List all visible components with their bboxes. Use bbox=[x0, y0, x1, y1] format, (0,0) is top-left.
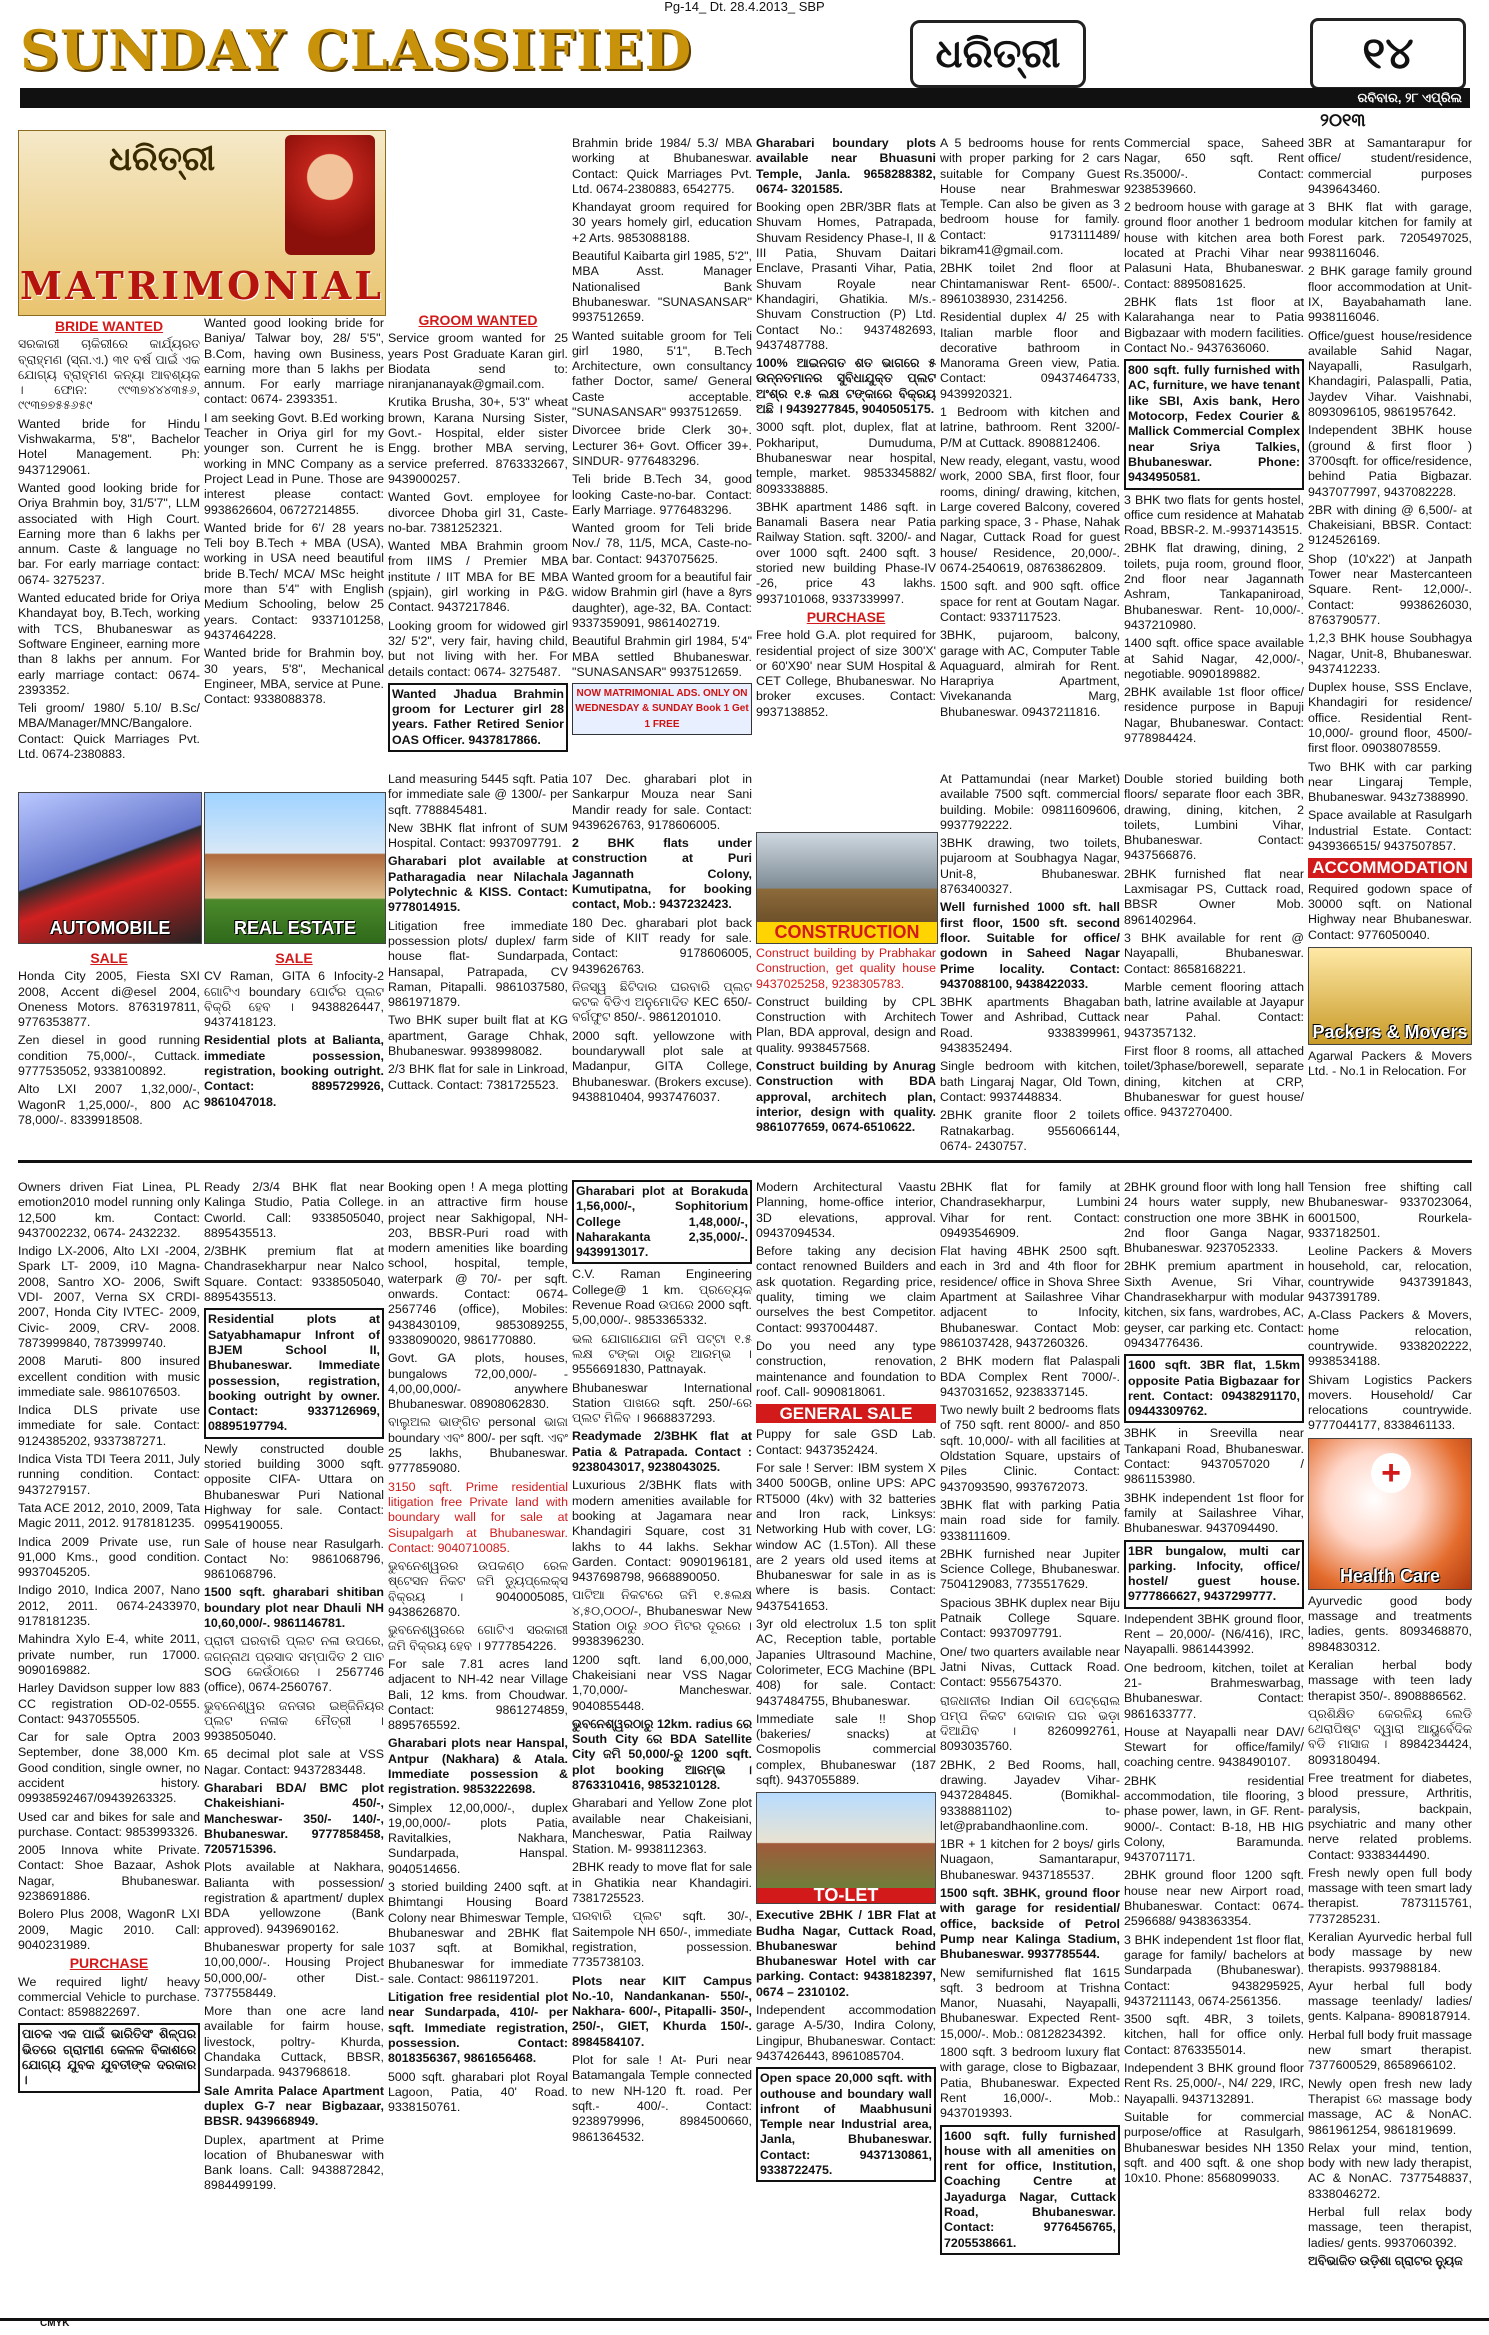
boxed-ad: Gharabari plots near Hanspal, Antpur (Nakhara) & Atala. Immediate possession & registration. 9853222698. bbox=[388, 1736, 568, 1797]
column-property-2 bbox=[204, 1180, 384, 2312]
boxed-ad: 1600 sqft. 3BR flat, 1.5km opposite Patia Bigbazaar for rent. Contact: 09438291170, 09443309762. bbox=[1124, 1354, 1304, 1423]
classified-ad: Suitable for commercial purpose/office at Rasulgarh, Bhubaneswar besides NH 1350 sqft. and 400 sqft. & one shop 10x10. Phone: 8568099033. bbox=[1124, 2109, 1304, 2186]
date-label: ରବିବାର, ୨୮ ଏପ୍ରିଲ bbox=[1349, 88, 1470, 108]
classified-ad: Construct building by Prabhakar Construction, get quality house 9437025258, 9238305783. bbox=[756, 946, 936, 991]
section-heading: SALE bbox=[275, 950, 313, 966]
column-rent-6 bbox=[940, 136, 1120, 766]
classified-ad: Teli groom/ 1980/ 5.10/ B.Sc/ MBA/Manager/MNC/Bangalore. Contact: Quick Marriages Pvt. Ltd. 0674-2380883. bbox=[18, 701, 200, 762]
classified-ad: 2BHK available 1st floor office/ residence purpose in Bapuji Nagar, Bhubaneswar. Contact: 9778984424. bbox=[1124, 685, 1304, 745]
classified-ad: ଅବିଭାଜିତ ଉଡ଼ିଶା ଗ୍ରାଟର ନ୍ୟୁଜ bbox=[1308, 2253, 1463, 2268]
classified-ad: I am seeking Govt. B.Ed working Teacher in Oriya girl for my younger son. Current he is working in MNC Company as a Project Lead in Pune. Those are interest please contact: 9938626604, 06727214855. bbox=[204, 410, 384, 517]
classified-ad: Two newly built 2 bedrooms flats of 750 sqft. rent 8000/- and 850 sqft. 10,000/- with all facilities at Oldstation Square, upstairs of Piles Clinic. Contact: 9437093590, 9937672073. bbox=[940, 1403, 1120, 1494]
classified-ad: ଭୁବନେଶ୍ୱରରେ ଗୋଟିଏ ସରକାରୀ ଜମି ବିକ୍ରୟ ହେବ । 9777854226. bbox=[388, 1623, 568, 1653]
section-heading: BRIDE WANTED bbox=[54, 318, 164, 334]
matrimonial-logo: ଧରିତ୍ରୀ bbox=[109, 139, 216, 179]
cmyk-marker: CMYK bbox=[40, 2318, 70, 2329]
classified-ad: Two BHK super built flat at KG apartment, Garage Chhak, Bhubaneswar. 9938998082. bbox=[388, 1013, 568, 1059]
masthead-bar bbox=[20, 88, 1470, 108]
page-divider bbox=[18, 1160, 1472, 1163]
classified-ad: Krutika Brusha, 30+, 5'3" wheat brown, Karana Nursing Sister, Govt.- Hospital, elder sister Engg. brother MBA serving, service preferred. 8763332667, 9439000257. bbox=[388, 395, 568, 486]
classified-ad: Wanted Govt. employee for divorcee Dhoba girl 31, Caste-no-bar. 7381252321. bbox=[388, 490, 568, 535]
classified-ad: Khandayat groom required for 30 years homely girl, education +2 Arts. 9853088188. bbox=[572, 200, 752, 245]
classified-ad: ଭୁବନେଶ୍ୱର ଜନତାର ଇଞ୍ଜିନିୟର ପ୍ଲଟ ନଳାକ ମୈତ୍ରୀ । 9938505040. bbox=[204, 1698, 384, 1744]
classified-ad: Independent 3BHK ground floor, Rent – 20,000/- (N6/416), IRC, Nayapalli. 9861443992. bbox=[1124, 1611, 1304, 1657]
classified-ad: 65 decimal plot sale at VSS Nagar. Contact: 9437283448. bbox=[204, 1747, 384, 1777]
column-bride-wanted bbox=[18, 316, 200, 776]
classified-ad: Wanted bride for 6'/ 28 years Teli boy B.Tech + MBA (USA), working in USA need beautiful bride B.Tech/ MCA/ MSc height more than 5'4" with English Medium Schooling, below 25 years. Contact: 9337101258, 9437464228. bbox=[204, 520, 384, 642]
classified-ad: 2BHK flat drawing, dining, 2 toilets, puja room, ground floor, 2nd floor near Jagannath Ashram, Tankapaniroad, Bhubaneswar. Rent- 10,000/-. 9437210980. bbox=[1124, 541, 1304, 632]
classified-ad: ପାଟିଆ ନିକଟରେ ଜମି ୧.୫ଲକ୍ଷ ୪,୫୦,୦୦୦/-, Bhubaneswar New Station ଠାରୁ ୬୦୦ ମିଟର ଦୂରରେ । 9938396230. bbox=[572, 1588, 752, 1649]
classified-ad: Gharabari and Yellow Zone plot available near Chakeisiani, Mancheswar, Patia Railway Station. M- 9938112363. bbox=[572, 1796, 752, 1857]
column-bride-wanted-2 bbox=[204, 316, 384, 776]
classified-ad: Spacious 3BHK duplex near Biju Patnaik College Square. Contact: 9937097791. bbox=[940, 1595, 1120, 1641]
column-accommodation-8 bbox=[1308, 136, 1472, 1141]
classified-ad: Honda City 2005, Fiesta SXI 2008, Accent di@esel 2004, Oneness Motors. 8763197811, 9776353877. bbox=[18, 969, 200, 1030]
classified-ad: 3BHK, pujaroom, balcony, garage with AC, Computer Table Aquaguard, almirah for Rent. Harapriya Apartment, Vivekananda Marg, Bhubaneswar. 09437211816. bbox=[940, 628, 1120, 719]
boxed-ad: Gharabari BDA/ BMC plot Chakeishiani- 450/-, Mancheswar- 350/- 140/-, Bhubaneswar. 9777858458, 7205715396. bbox=[204, 1780, 384, 1857]
classified-ad: 2BHK furnished near Jupiter Science College, Bhubaneswar. 7504129083, 7735517629. bbox=[940, 1546, 1120, 1592]
classified-ad: C.V. Raman Engineering College@ 1 km. ପ୍ରତ୍ୟେକ Revenue Road ଉପରେ 2000 sqft. 5,00,000/-. 9853365332. bbox=[572, 1267, 752, 1328]
boxed-ad: 2 BHK flats under construction at Puri Jagannath Colony, Kumutipatna, for booking contact, Mob.: 9437232423. bbox=[572, 836, 752, 912]
classified-ad: For sale 7.81 acres land adjacent to NH-42 near Village Bali, 12 kms. from Choudwar. Contact: 9861274859, 8895765592. bbox=[388, 1656, 568, 1733]
classified-ad: New 3BHK flat infront of SUM Hospital. Contact: 9937097791. bbox=[388, 820, 568, 851]
classified-ad: Wanted bride for Hindu Vishwakarma, 5'8", Bachelor Hotel Management. Ph: 9437129061. bbox=[18, 416, 200, 477]
boxed-ad: Sale Amrita Palace Apartment duplex G-7 near Bigbazaar, BBSR. 9439668949. bbox=[204, 2083, 384, 2129]
classified-ad: 3150 sqft. Prime residential litigation free Private land with boundary wall for sale at Sisupalgarh at Bhubaneswar. Contact: 9040710085. bbox=[388, 1479, 568, 1555]
classified-ad: 2BHK furnished flat near Laxmisagar PS, Cuttack road, BBSR Owner Mob. 8961402964. bbox=[1124, 866, 1304, 927]
classified-ad: Bolero Plus 2008, WagonR LXI 2009, Magic 2010. Call: 9040231989. bbox=[18, 1907, 200, 1952]
classified-ad: 3500 sqft. 4BR, 3 toilets, kitchen, hall for office only. Contact: 8763355014. bbox=[1124, 2012, 1304, 2057]
section-title: SUNDAY CLASSIFIED bbox=[20, 18, 693, 82]
classified-ad: 107 Dec. gharabari plot in Sankarpur Mouza near Sani Mandir ready for sale. Contact: 9439626763, 9178606005. bbox=[572, 772, 752, 832]
classified-ad: Looking groom for widowed girl 32/ 5'2", very fair, having child, but not living with her. For details contact: 0674- 3275487. bbox=[388, 618, 568, 679]
classified-ad: 1 Bedroom with kitchen and latrine, bathroom. Rent 3200/- P/M at Cuttack. 8908812406. bbox=[940, 405, 1120, 450]
classified-ad: ଭଲ ଯୋଗାଯୋଗ ଜମି ପଟ୍ଟା ୧.୫ ଲକ୍ଷ ଟଙ୍କା ଠାରୁ ଆରମ୍ଭ । 9556691830, Pattnayak. bbox=[572, 1331, 752, 1377]
classified-ad: 3000 sqft. plot, duplex, flat at Pokhariput, Dumuduma, Bhubaneswar near hospital, temple, market. 9853345882/ 8093338885. bbox=[756, 420, 936, 496]
classified-ad: Independent 3BHK house (ground & first floor ) 3700sqft. for office/residence, behind Patia Bigbazar. 9437077997, 9437082228. bbox=[1308, 423, 1472, 499]
classified-ad: 1500 sqft. and 900 sqft. office space for rent at Goutam Nagar. Contact: 9337117523. bbox=[940, 579, 1120, 624]
column-construction bbox=[756, 946, 936, 1142]
boxed-ad: Open space 20,000 sqft. with outhouse and boundary wall infront of Maabhusuni Temple near Industrial area, Janla, Bhubaneswar. Contact: 9437130861, 9338722475. bbox=[756, 2067, 936, 2182]
classified-ad: 1800 sqft. 3 bedroom luxury flat with garage, close to Bigbazaar, Patia, Bhubaneswar. Expected Rent 16,000/-. Mob.: 9437019393. bbox=[940, 2045, 1120, 2121]
classified-ad: ପ୍ରାଚୀ ଘରବାରି ପ୍ଲଟ ନଳା ଉପରେ, ଜଗନ୍ନାଥ ପ୍ରସାଦ ସମ୍ପାଦିତ 2 ପାଚ SOG କେଉଁଠାରେ । 2567746 (office), 0674-2560767. bbox=[204, 1634, 384, 1695]
image-label: CONSTRUCTION bbox=[757, 922, 937, 943]
classified-ad: 3 BHK independent 1st floor flat, garage for family/ bachelors at Sundarpada (Bhubaneswar). Contact: 9438295925, 9437211143, 0674-2561356. bbox=[1124, 1932, 1304, 2008]
classified-ad: Wanted good looking bride for Oriya Brahmin boy, 31/5'7", LLM associated with High Court. Earning more than 6 lakhs per annum. Caste & language no bar. For early marriage contact: 0674- 3275237. bbox=[18, 480, 200, 587]
boxed-ad: ପାଚକ ଏକ ପାଇଁ ଭାରିତିସଂ ଶିଳ୍ପର ଭିତରେ ଗ୍ରାମୀଣ କେଳଳ ବିକାଶରେ ଯୋଗ୍ୟ ଯୁବକ ଯୁବତୀଙ୍କ ଦରକାର । bbox=[18, 2023, 200, 2092]
classified-ad: CV Raman, GITA 6 Infocity-2 ଗୋଟିଏ boundary ପୋର୍ଟର ପ୍ଲଟ ବିକ୍ରି ହେବ । 9438826447, 9437418123. bbox=[204, 969, 384, 1030]
classified-ad: ପ୍ରଶିକ୍ଷିତ କେରଳିୟ ଲେଡି ଥେରାପିଷ୍ଟ ଦ୍ୱାରା ଆୟୁର୍ବେଦିକ ବଡି ମାସାଜ । 8984234424, 8093180494. bbox=[1308, 1706, 1472, 1767]
classified-ad: Commercial space, Saheed Nagar, 650 sqft. Rent Rs.35000/-. Contact: 9238539660. bbox=[1124, 136, 1304, 196]
classified-ad: Used car and bikes for sale and purchase. Contact: 9853993326. bbox=[18, 1809, 200, 1839]
classified-ad: 2BHK flat for family at Chandrasekharpur, Lumbini Vihar for rent. Contact: 09493546909. bbox=[940, 1180, 1120, 1240]
classified-ad: 180 Dec. gharabari plot back side of KIIT ready for sale. Contact: 9178606005, 9439626763. bbox=[572, 915, 752, 976]
boxed-ad: Executive 2BHK / 1BR Flat at Budha Nagar, Cuttack Road, Bhubaneswar behind Bhubaneswar Hotel with car parking. Contact: 9438182397, 0674 – 2310102. bbox=[756, 1908, 936, 1999]
section-heading: PURCHASE bbox=[69, 1955, 149, 1972]
classified-ad: Relax your mind, tention, body with new lady therapist, AC & NonAC. 7377548837, 8338046272. bbox=[1308, 2140, 1472, 2201]
classified-ad: Before taking any decision contact renowned Builders and ask quotation. Regarding price, quality, timing we claim ourselves the best Competitor. Contact: 9937004487. bbox=[756, 1244, 936, 1335]
classified-ad: Mahindra Xylo E-4, white 2011, private number, run 17000. 9090169882. bbox=[18, 1632, 200, 1677]
classified-ad: 2 BHK garage family ground floor accommodation at Unit-IX, Bayabahamath lane. 9938116046. bbox=[1308, 264, 1472, 325]
classified-ad: Indigo LX-2006, Alto LXI -2004, Spark LT- 2009, i10 Magna-2008, Santro XO- 2006, Swift VDI- 2007, Verna SX CRDI-2007, Honda City IVTEC- 2009, Civic- 2009, CRV- 2008. 7873999840, 7873999740. bbox=[18, 1244, 200, 1350]
classified-ad: Two BHK with car parking near Lingaraj Temple, Bhubaneswar. 943z7388990. bbox=[1308, 759, 1472, 805]
column-property-3 bbox=[388, 1180, 568, 2312]
classified-ad: Ayur herbal full body massage teenlady/ ladies/ gents. Kalpana- 8908187914. bbox=[1308, 1978, 1472, 2024]
boxed-ad: Plots near KIIT Campus No.-10, Nandankanan- 550/-, Nakhara- 600/-, Pitapalli- 350/-, 250/-, GIET, Khurda 150/-. 8984584107. bbox=[572, 1973, 752, 2049]
column-plots-3 bbox=[388, 772, 568, 1142]
boxed-ad: Gharabari plot available at Patharagadia near Nilachala Polytechnic & KISS. Contact: 9778014915. bbox=[388, 854, 568, 915]
classified-ad: ରାଜଧାନୀର Indian Oil ପେଟ୍ରୋଲ ପମ୍ପ ନିକଟ ଦୋକାନ ଘର ଭଡ଼ା ଦିଆଯିବ । 8260992761, 8093035760. bbox=[940, 1693, 1120, 1754]
classified-ad: 3BHK flat with parking Patia main road side for family. 9338111609. bbox=[940, 1497, 1120, 1543]
classified-ad: Zen diesel in good running condition 75,000/-, Cuttack. 9777535052, 9338100892. bbox=[18, 1033, 200, 1079]
classified-ad: Immediate sale !! Shop (bakeries/ snacks) at Cosmopolis commercial complex, Bhubaneswar (187 sqft). 9437055889. bbox=[756, 1711, 936, 1787]
column-general-sale bbox=[756, 1180, 936, 2312]
packers-movers-image bbox=[1308, 947, 1472, 1045]
classified-ad: ବାଲୁଅଲ ଭାଙ୍ଗିତ personal ଭାଜା boundary ଏବଂ 800/- per sqft. ଏବଂ 25 lakhs, Bhubaneswar. 9777859080. bbox=[388, 1415, 568, 1476]
automobile-image bbox=[18, 792, 202, 944]
health-care-image bbox=[1308, 1438, 1472, 1590]
matrimonial-promo-banner: NOW MATRIMONIAL ADS. ONLY ON WEDNESDAY & SUNDAY Book 1 Get 1 FREE bbox=[572, 683, 752, 735]
classified-ad: ନିଜସ୍ୱ ଛିଟିଦାର ଘରବାରି ପ୍ଲଟ କଟକ ବିଡିଏ ଅନୁମୋଦିତ KEC 650/- ବର୍ଗଫୁଟ 850/-. 9861201010. bbox=[572, 979, 752, 1025]
classified-ad: 2BHK premium apartment in Sixth Avenue, Sri Vihar, Chandrasekharpur with modular kitchen, six fans, wardrobes, AC, geyser, car parking etc. Contact: 09434776436. bbox=[1124, 1259, 1304, 1350]
bride-photo bbox=[285, 135, 375, 255]
classified-ad: 1BR + 1 kitchen for 2 boys/ girls Nuagaon, Samantarapur, Bhubaneswar. 9437185537. bbox=[940, 1837, 1120, 1882]
boxed-ad: ଭୁବନେଶ୍ୱରଠାରୁ 12km. radius ରେ South City ରେ BDA Satellite City ଜମି 50,000/-ରୁ 1200 sqft. plot booking ଆରମ୍ଭ । 8763310416, 9853210128. bbox=[572, 1716, 752, 1792]
classified-ad: Beautiful Brahmin girl 1984, 5'4" MBA settled Bhubaneswar. "SUNASANSAR" 9937512659. bbox=[572, 634, 752, 679]
medical-cross-icon: + bbox=[1371, 1453, 1411, 1493]
classified-ad: Space available at Rasulgarh Industrial Estate. Contact: 9439366515/ 9437507857. bbox=[1308, 808, 1472, 854]
classified-ad: Sale of house near Rasulgarh. Contact No: 9861068796, 9861068796. bbox=[204, 1536, 384, 1582]
classified-ad: 1200 sqft. land 6,00,000, Chakeisiani near VSS Nagar 1,70,000/- Mancheswar. 9040855448. bbox=[572, 1652, 752, 1713]
classified-ad: Duplex house, SSS Enclave, Khandagiri for residence/ office. Residential Rent- 10,000/- ground floor, 4500/- first floor. 09038078559. bbox=[1308, 680, 1472, 756]
bottom-rule bbox=[0, 2318, 1489, 2335]
classified-ad: A 5 bedrooms house for rents with proper parking for 2 cars suitable for Company Guest House near Brahmeswar Temple. Can also be given as 3 bedroom house for family. Contact: 9173111489/ bikram41@gmail.com. bbox=[940, 136, 1120, 258]
classified-ad: ଘରବାରି ପ୍ଲଟ sqft. 30/-, Saitempole NH 650/-, immediate registration, possession. 7735738103. bbox=[572, 1909, 752, 1970]
classified-ad: Single bedroom with kitchen, bath Lingaraj Nagar, Old Town, Contact: 9937448834. bbox=[940, 1059, 1120, 1104]
classified-ad: Indigo 2010, Indica 2007, Nano 2012, 2011. 0674-2433970, 9178181235. bbox=[18, 1583, 200, 1629]
classified-ad: Herbal full body fruit massage new smart therapist. 7377600529, 8658966102. bbox=[1308, 2027, 1472, 2073]
image-label: TO-LET bbox=[757, 1888, 935, 1903]
classified-ad: Office/guest house/residence available Sahid Nagar, Nayapalli, Rasulgarh, Khandagiri, Palaspalli, Patia, Jaydev Vihar. Vaishnabi, 8093096105, 9861957642. bbox=[1308, 328, 1472, 420]
classified-ad: 2BHK flats 1st floor at Kalarahanga near to Patia Bigbazaar with modern facilities. Contact No.- 9437636060. bbox=[1124, 294, 1304, 355]
boxed-ad: Residential plots at Satyabhamapur Infront of BJEM School II, Bhubaneswar. Immediate possession, registration, booking outright by owner. Contact: 9337126969, 08895197794. bbox=[204, 1308, 384, 1438]
classified-ad: Litigation free immediate possession plots/ duplex/ farm house flat- Sundarpada, Hansapal, Patrapada, CV Raman, Pitapalli. 9861037580, 9861971879. bbox=[388, 918, 568, 1010]
classified-ad: Modern Architectural Vaastu Planning, home-office interior, 3D elevations, approval. 09437094534. bbox=[756, 1180, 936, 1240]
classified-ad: Residential duplex 4/ 25 with Italian marble floor and decorative bathroom in Manorama Green view, Patia. Contact: 09437464733, 9439920321. bbox=[940, 310, 1120, 401]
classified-ad: 3BHK drawing, two toilets, pujaroom at Soubhagya Nagar, Unit-8, Bhubaneswar. 8763400327. bbox=[940, 836, 1120, 897]
classified-ad: Bhubaneswar property for sale 10,00,000/-. Housing Project 50,000,00/- other Dist.- 7377558449. bbox=[204, 1939, 384, 2000]
classified-ad: Ayurvedic good body massage and treatments ladies, gents. 8093468870, 8984830312. bbox=[1308, 1593, 1472, 1654]
classified-ad: Wanted MBA Brahmin groom from IIMS / Premier MBA institute / IIT MBA for BE MBA (spjain), girl working in P&G. Contact. 9437217846. bbox=[388, 539, 568, 615]
classified-ad: Free hold G.A. plot required for residential project of size 300'X' or 60'X90' near SUM Hospital & CET College, Bhubaneswar. No broker excuses. Contact: 9937138852. bbox=[756, 628, 936, 719]
column-real-estate-5 bbox=[756, 136, 936, 766]
classified-ad: Govt. GA plots, houses, bungalows 72,00,000/- - 4,00,00,000/- anywhere Bhubaneswar. 08908062830. bbox=[388, 1351, 568, 1412]
construction-image bbox=[756, 832, 938, 944]
classified-ad: Tension free shifting call Bhubaneswar- 9337023064, 6001500, Rourkela- 9337182501. bbox=[1308, 1180, 1472, 1240]
classified-ad: Required godown space of 30000 sqft. on National Highway near Bhubaneswar. Contact: 9776050040. bbox=[1308, 881, 1472, 942]
column-property-4 bbox=[572, 1180, 752, 2312]
classified-ad: New semifurnished flat 1615 sqft. 3 bedroom at Trishna Manor, Nuasahi, Nayapalli, Bhubaneswar. Expected Rent- 15,000/-. Mob.: 08128234392. bbox=[940, 1965, 1120, 2041]
classified-ad: Independent accommodation garage A-5/30, Indira Colony, Lingipur, Bhubaneswar. Contact: 9437426443, 8961085704. bbox=[756, 2003, 936, 2063]
classified-ad: Plot for sale ! At- Puri near Batamangala Temple connected to new NH-120 ft. road. Per sqft.- 400/-. Contact: 9238979996, 8984500660, 9861364532. bbox=[572, 2053, 752, 2144]
classified-ad: Divorcee bride Clerk 30+. Lecturer 36+ Govt. Officer 39+. SINDUR- 9776483296. bbox=[572, 423, 752, 468]
classified-ad: Agarwal Packers & Movers Ltd. - No.1 in Relocation. For bbox=[1308, 1048, 1472, 1079]
classified-ad: For sale ! Server: IBM system X 3400 500GB, online UPS: APC RT5000 (4kv) with 32 batteries and Iron rack, Linksys: Networking Hub with cover, LG: window AC (1.5Ton). All these are 2 years old used items at Bhubaneswar for sale in as is where is basis. Contact: 9437541653. bbox=[756, 1461, 936, 1613]
classified-ad: 2 BHK modern flat Palaspali BDA Complex Rent 7000/-. 9437031652, 9238337145. bbox=[940, 1354, 1120, 1399]
column-rent-7 bbox=[1124, 136, 1304, 766]
classified-ad: Land measuring 5445 sqft. Patia for immediate sale @ 1300/- per sqft. 7788845481. bbox=[388, 772, 568, 817]
classified-ad: 2BHK residential accommodation, tile flooring, 3 phase power, lawn, in GF. Rent-9000/-. Contact: B-18, HB HIG Colony, Baramunda. 9437071171. bbox=[1124, 1773, 1304, 1865]
classified-ad: Plots available at Nakhara, Balianta with possession/ registration & apartment/ duplex BDA yellowzone (Bank approved). 9439690162. bbox=[204, 1860, 384, 1936]
classified-ad: Indica Vista TDI Teera 2011, July running condition. Contact: 9437279157. bbox=[18, 1452, 200, 1497]
boxed-ad: Gharabari plot at Borakuda 1,56,000/-, Sophitorium College 1,48,000/-, Naharakanta 2,35,000/-. 9439913017. bbox=[572, 1180, 752, 1264]
classified-ad: Owners driven Fiat Linea, PL emotion2010 model running only 12,500 km. Contact: 9437002232, 0674- 2432232. bbox=[18, 1180, 200, 1240]
classified-ad: 3BHK independent 1st floor for family at Sailashree Vihar, Bhubaneswar. 9437094490. bbox=[1124, 1490, 1304, 1536]
newspaper-logo: ଧରିତ୍ରୀ bbox=[910, 20, 1086, 88]
classified-ad: A-Class Packers & Movers, home relocation, countrywide. 9338202222, 9938534188. bbox=[1308, 1308, 1472, 1369]
classified-ad: New ready, elegant, vastu, wood work, 2000 SBA, first floor, four rooms, dining/ drawing, kitchen, Large covered Balcony, covered parking space, 3 - Phase, Nahak Nagar, Cuttack Road for guest house/ Residence, 20,000/-. 0674-2540619, 08763862809. bbox=[940, 453, 1120, 576]
classified-ad: 3BHK in Sreevilla near Tankapani Road, Bhubaneswar. Contact: 9437057020 / 9861153980. bbox=[1124, 1426, 1304, 1487]
classified-ad: Puppy for sale GSD Lab. Contact: 9437352424. bbox=[756, 1427, 936, 1457]
matrimonial-banner bbox=[18, 130, 386, 316]
classified-ad: Wanted groom for Teli bride Nov./ 78, 11/5, MCA, Caste-no-bar. Contact: 9437075625. bbox=[572, 521, 752, 566]
classified-ad: 3BHK apartments Bhagaban Tower and Ashribad, Cuttack Road. 9338399961, 9438352494. bbox=[940, 995, 1120, 1056]
image-label: Health Care bbox=[1339, 1566, 1441, 1587]
classified-ad: Wanted good looking bride for Baniya/ Talwar boy, 28/ 5'5", B.Com, having own Business, earning more than 5 lakhs per annum. For early marriage contact: 0674- 2393351. bbox=[204, 316, 384, 407]
to-let-image bbox=[756, 1792, 936, 1904]
image-label: REAL ESTATE bbox=[233, 918, 356, 938]
classified-ad: Fresh newly open full body massage with teen smart lady therapist. 7873115761, 7737285231. bbox=[1308, 1865, 1472, 1926]
classified-ad: Harley Davidson supper low 883 CC registration OD-02-0555. Contact: 9437055505. bbox=[18, 1681, 200, 1726]
classified-ad: Keralian herbal body massage with teen lady therapist 350/-. 8908886562. bbox=[1308, 1657, 1472, 1703]
classified-ad: 3 BHK two flats for gents hostel, office cum residence at Mahatab Road, BBSR-2. M.-9937143515. bbox=[1124, 492, 1304, 538]
classified-ad: Double storied building both floors/ separate floor each 3BR, drawing, dining, kitchen, 2 toilets, Lumbini Vihar, Bhubaneswar. Contact: 9437566876. bbox=[1124, 772, 1304, 863]
classified-ad: 2BHK ground floor 1200 sqft. house near new Airport road, Bhubaneswar. Contact: 0674-2596688/ 9438363354. bbox=[1124, 1868, 1304, 1929]
column-groom-wanted bbox=[388, 310, 568, 766]
classified-ad: 2BHK, 2 Bed Rooms, hall, drawing. Jayadev Vihar- 9437284845. (Bomikhal- 9338881102) to-let@prabandhaonline.com. bbox=[940, 1757, 1120, 1833]
boxed-ad: Wanted Jhadua Brahmin groom for Lecturer girl 28 years. Father Retired Senior OAS Officer. 9437817866. bbox=[388, 683, 568, 752]
boxed-ad: Readymade 2/3BHK flat at Patia & Patrapada. Contact : 9238043017, 9238043025. bbox=[572, 1429, 752, 1475]
boxed-ad: 800 sqft. fully furnished with AC, furniture, we have tenant like SBI, Axis bank, Hero Motocorp, Fedex Courier & Mallick Commercial Complex near Sriya Talkies, Bhubaneswar. Phone: 9434950581. bbox=[1124, 359, 1304, 489]
classified-ad: Keralian Ayurvedic herbal full body massage by new therapists. 9937988184. bbox=[1308, 1929, 1472, 1975]
classified-ad: Wanted groom for a beautiful fair widow Brahmin girl (have a 8yrs daughter), age-32, BA. Contact: 9337359091, 9861402719. bbox=[572, 570, 752, 630]
classified-ad: Wanted educated bride for Oriya Khandayat boy, B.Tech, working with TCS, Bhubaneswar as Software Engineer, earning more than 8 lakhs per annum. For early marriage contact: 0674- 2393352. bbox=[18, 591, 200, 697]
classified-ad: 3 BHK available for rent @ Nayapalli, Bhubaneswar. Contact: 8658168221. bbox=[1124, 930, 1304, 976]
boxed-ad: Litigation free residential plot near Sundarpada, 410/- per sqft. Immediate registration, possession. Contact: 8018356367, 9861656468. bbox=[388, 1990, 568, 2066]
column-matrimonial-4 bbox=[572, 136, 752, 766]
column-health-care bbox=[1308, 1180, 1472, 2312]
real-estate-image bbox=[204, 792, 386, 944]
section-heading: GENERAL SALE bbox=[756, 1404, 936, 1423]
classified-ad: 3 BHK flat with garage, modular kitchen for family at Forest park. 7205497025, 9938116046. bbox=[1308, 200, 1472, 261]
column-real-estate-sale bbox=[204, 948, 384, 1143]
classified-ad: Beautiful Kaibarta girl 1985, 5'2", MBA Asst. Manager Nationalised Bank Bhubaneswar. "SUNASANSAR" 9937512659. bbox=[572, 249, 752, 325]
classified-ad: Shivam Logistics Packers movers. Household/ Car relocations countrywide. 9777044177, 8338461133. bbox=[1308, 1372, 1472, 1433]
classified-ad: More than one acre land available for fairm house, livestock, poltry- Khurda, Chandaka Cuttack, BBSR, Sundarpada. 9437968618. bbox=[204, 2004, 384, 2080]
classified-ad: First floor 8 rooms, all attached toilet/3phase/borewell, separate dining, kitchen at CRP, Bhubaneswar for guest house/ office. 9437270400. bbox=[1124, 1044, 1304, 1120]
classified-ad: 2/3 BHK flat for sale in Linkroad, Cuttack. Contact: 7381725523. bbox=[388, 1062, 568, 1092]
column-to-let-6 bbox=[940, 1180, 1120, 2312]
classified-ad: 3BR at Samantarapur for office/ student/residence, commercial purposes 9439643460. bbox=[1308, 136, 1472, 196]
section-heading: GROOM WANTED bbox=[418, 312, 538, 328]
classified-ad: 5000 sqft. gharabari plot Royal Lagoon, Patia, 40' Road. 9338150761. bbox=[388, 2069, 568, 2115]
classified-ad: Flat having 4BHK 2500 sqft. each in 3rd and 4th floor for residence/ office in Shova Shree Apartment at Sailashree Vihar adjacent to Infocity, Bhubaneswar. Contact Mob: 9861037428, 9437260326. bbox=[940, 1244, 1120, 1350]
classified-ad: Shop (10'x22') at Janpath Tower near Mastercanteen Square. Rent- 12,000/-. Contact: 9938626030, 8763790577. bbox=[1308, 551, 1472, 627]
column-rent-6-mid bbox=[940, 772, 1120, 1153]
classified-ad: Indica DLS private use immediate for sale. Contact: 9124385202, 9337387271. bbox=[18, 1403, 200, 1448]
classified-ad: 1,2,3 BHK house Soubhagya Nagar, Unit-8, Bhubaneswar. 9437412233. bbox=[1308, 631, 1472, 676]
top-line: Pg-14_ Dt. 28.4.2013_ SBP bbox=[664, 0, 825, 14]
column-car-sale bbox=[18, 1180, 200, 2312]
classified-ad: ସରକାରୀ ଚାକିରୀରେ କାର୍ଯ୍ୟରତ ବ୍ରାହ୍ମଣ (ସ୍ନା.ଏ.) ୩୧ ବର୍ଷ ପାଇଁ ଏକ ଯୋଗ୍ୟ ବ୍ରାହ୍ମଣ କନ୍ୟା ଆବଶ୍ୟକ । ଫୋନ: ୯୯୩୭୪୪୪୩୫୬, ୯୯୩୭୭୫୫୬୫୯ bbox=[18, 337, 200, 413]
classified-ad: ଭୁବନେଶ୍ୱରର ଉପକଣ୍ଠ ରେଳ ଷ୍ଟେସନ ନିକଟ ଜମି ଡ୍ୟୁପ୍ଲେକ୍ସ ବିକ୍ରୟ । 9040005085, 9438626870. bbox=[388, 1559, 568, 1620]
column-plots-4 bbox=[572, 772, 752, 1142]
classified-ad: Service groom wanted for 25 years Post Graduate Karan girl. Biodata send to: niranjananayak@gmail.com. bbox=[388, 331, 568, 392]
boxed-ad: Residential plots at Balianta, immediate possession, registration, booking outright. Contact: 8895729926, 9861047018. bbox=[204, 1033, 384, 1109]
classified-ad: Car for sale Optra 2003 September, done 38,000 Km. Good condition, single owner, no accident history. 09938592467/09439263325. bbox=[18, 1730, 200, 1806]
classified-ad: 1500 sqft. gharabari shitiban boundary plot near Dhauli NH 10,60,000/-. 9861146781. bbox=[204, 1585, 384, 1631]
classified-ad: We required light/ heavy commercial Vehicle to purchase. Contact: 8598822697. bbox=[18, 1974, 200, 2020]
section-heading: PURCHASE bbox=[806, 608, 886, 625]
classified-ad: 2008 Maruti- 800 insured excellent condition with music immediate sale. 9861076503. bbox=[18, 1354, 200, 1399]
classified-ad: 100% ଆଇନଗତ ଶତ ଭାଗରେ ୫ ଉନ୍ନତମାନର ସୁବିଧାଯୁକ୍ତ ପ୍ଲଟ ଅଂଶ୍ର ୧.୫ ଲକ୍ଷ ଟଙ୍କାରେ ବିକ୍ରୟ ଅଛି । 9439277845, 9040505175. bbox=[756, 356, 936, 417]
section-heading: ACCOMMODATION bbox=[1308, 858, 1472, 877]
classified-ad: Ready 2/3/4 BHK flat near Kalinga Studio, Patia College. Cworld. Call: 9338505040, 8895435513. bbox=[204, 1180, 384, 1240]
classified-ad: One/ two quarters available near Jatni Nivas, Cuttack Road. Contact: 9556754370. bbox=[940, 1644, 1120, 1690]
classified-ad: Independent 3 BHK ground floor Rent Rs. 25,000/-, N4/ 229, IRC, Nayapalli. 9437132891. bbox=[1124, 2061, 1304, 2106]
classified-ad: Duplex, apartment at Prime location of Bhubaneswar with Bank loans. Call: 9438872842, 8984499199. bbox=[204, 2132, 384, 2193]
classified-ad: 2BHK toilet 2nd floor at Chintamaniswar Rent- 6500/-. 8961038930, 2314256. bbox=[940, 261, 1120, 306]
classified-ad: Teli bride B.Tech 34, good looking Caste-no-bar. Contact: Early Marriage. 9776483296. bbox=[572, 472, 752, 517]
classified-ad: House at Nayapalli near DAV/ Stewart for office/family/ coaching centre. 9438490107. bbox=[1124, 1724, 1304, 1770]
classified-ad: Booking open ! A mega plotting in an attractive firm house project near Sakhigopal, NH-203, BBSR-Puri road with modern amenities like boarding school, hospital, temple, waterpark @ 70/- per sqft. onwards. Contact: 0674-2567746 (office), Mobiles: 9438430109, 9853089255, 9338090020, 9861770880. bbox=[388, 1180, 568, 1347]
classified-ad: 3 storied building 2400 sqft. at Bhimtangi Housing Board Colony near Bhimeswar Temple, Bhubaneswar and 2BHK flat 1037 sqft. at Bomikhal, Bhubaneswar for immediate sale. Contact: 9861197201. bbox=[388, 1880, 568, 1986]
classified-ad: Indica 2009 Private use, run 91,000 Kms., good condition. 9937045205. bbox=[18, 1534, 200, 1580]
boxed-ad: 1500 sqft. 3BHK, ground floor with garage for residential/ office, backside of Petrol Pump near Kalinga Stadium, Bhubaneswar. 9937785544. bbox=[940, 1886, 1120, 1962]
classified-ad: 2005 Innova white Private. Contact: Shoe Bazaar, Ashok Nagar, Bhubaneswar. 9238691886. bbox=[18, 1843, 200, 1904]
classified-ad: Booking open 2BR/3BR flats at Shuvam Homes, Patrapada, Shuvam Residency Phase-I, II & III Patia, Shuvam Daitari Enclave, Prasanti Vihar, Patia, Shuvam Royale near Khandagiri, Ghatikia. M/s.- Shuvam Construction (P) Ltd. Contact No.: 9437482693, 9437487788. bbox=[756, 200, 936, 352]
classified-ad: 2BHK granite floor 2 toilets Ratnakarbag. 9556066144, 0674- 2430757. bbox=[940, 1108, 1120, 1153]
classified-ad: Do you need any type construction, renovation, maintenance and foundation to roof. Call- 9090818061. bbox=[756, 1338, 936, 1399]
classified-ad: Luxurious 2/3BHK flats with modern amenities available for booking at Jagamara near Khandagiri Square, cost 31 lakhs to 44 lakhs. Sekhar Garden. Contact: 9090196181, 9437698798, 9668890050. bbox=[572, 1478, 752, 1585]
classified-ad: Simplex 12,00,000/-, duplex 19,00,000/- plots Patia, Ravitalkies, Nakhara, Sundarpada, Hanspal. 9040514656. bbox=[388, 1800, 568, 1876]
classified-ad: Herbal full relax body massage, teen therapist, ladies/ gents. 9937060392. bbox=[1308, 2205, 1472, 2250]
classified-ad: 2BHK ready to move flat for sale in Ghatikia near Khandagiri. 7381725523. bbox=[572, 1860, 752, 1906]
classified-ad: 2 bedroom house with garage at ground floor another 1 bedroom house with kitchen area both located at Prachi Vihar near Palasuni Hata, Bhubaneswar. Contact: 8895081625. bbox=[1124, 200, 1304, 291]
classified-ad: Newly constructed double storied building 3000 sqft. opposite CIFA- Uttara on Bhubaneswar Puri National Highway for sale. Contact: 09954190055. bbox=[204, 1441, 384, 1533]
year-label: ୨୦୧୩ bbox=[1320, 110, 1366, 130]
boxed-ad: Construct building by Anurag Construction with BDA approval, architech plan, interior, design with quality. 9861077659, 0674-6510622. bbox=[756, 1059, 936, 1135]
classified-ad: 2/3BHK premium flat at Chandrasekharpur near Nalco Square. Contact: 9338505040, 8895435513. bbox=[204, 1244, 384, 1305]
classified-ad: Construct building by CPL Construction with Architech Plan, BDA approval, design and quality. 9938457568. bbox=[756, 994, 936, 1055]
classified-ad: Wanted suitable groom for Teli girl 1980, 5'1", B.Tech Architecture, own consultancy father Doctor, same/ General Caste acceptable. "SUNASANSAR" 9937512659. bbox=[572, 328, 752, 420]
boxed-ad: 1600 sqft. fully furnished house with all amenities on rent for office, Institution, Coaching Centre at Jayadurga Nagar, Cuttack Road, Bhubaneswar. Contact: 9776456765, 7205538661. bbox=[940, 2125, 1120, 2255]
image-label: AUTOMOBILE bbox=[49, 918, 171, 938]
classified-ad: Leoline Packers & Movers household, car, relocation, countrywide 9437391843, 9437391789. bbox=[1308, 1244, 1472, 1305]
classified-ad: Wanted bride for Brahmin boy, 30 years, 5'8", Mechanical Engineer, MBA, service at Pune. Contact: 9338088378. bbox=[204, 646, 384, 707]
column-to-let-7 bbox=[1124, 1180, 1304, 2312]
column-rent-7-mid bbox=[1124, 772, 1304, 1142]
column-automobile-sale bbox=[18, 948, 200, 1143]
classified-ad: One bedroom, kitchen, toilet at 21- Brahmeswarbag, Bhubaneswar. Contact: 9861633777. bbox=[1124, 1660, 1304, 1721]
classified-ad: Tata ACE 2012, 2010, 2009, Tata Magic 2011, 2012. 9178181235. bbox=[18, 1500, 200, 1531]
classified-ad: Alto LXI 2007 1,32,000/-, WagonR 1,25,000/-, 800 AC 78,000/-. 8339918508. bbox=[18, 1082, 200, 1127]
boxed-ad: 1BR bungalow, multi car parking. Infocity, office/ hostel/ guest house. 9777866627, 9437299777. bbox=[1124, 1540, 1304, 1609]
classified-ad: 1400 sqft. office space available at Sahid Nagar, 42,000/-, negotiable. 9090189882. bbox=[1124, 636, 1304, 681]
classified-ad: Gharabari boundary plots available near Bhuasuni Temple, Janla. 9658288382, 0674- 3201585. bbox=[756, 136, 936, 196]
image-label: Packers & Movers bbox=[1312, 1021, 1468, 1042]
classified-ad: Newly open fresh new lady Therapist ରେ massage body massage, AC & NonAC. 9861961254, 9861819699. bbox=[1308, 2076, 1472, 2137]
matrimonial-title: MATRIMONIAL bbox=[20, 263, 384, 308]
classified-ad: Marble cement flooring attach bath, latrine available at Jayapur near Pahal. Contact: 9437357132. bbox=[1124, 979, 1304, 1040]
classified-ad: 3yr old electrolux 1.5 ton split AC, Reception table, portable Japanies Ultrasound Machine, Colorimeter, ECG Machine (BPL 408) for sale. Contact: 9437484755, Bhubaneswar. bbox=[756, 1617, 936, 1708]
classified-ad: 2000 sqft. yellowzone with boundarywall plot sale at Madanpur, GITA College, Bhubaneswar. (Brokers excuse). 9438810404, 9937476037. bbox=[572, 1028, 752, 1104]
boxed-ad: Well furnished 1000 sft. hall first floor, 1500 sft. second floor. Suitable for office/ godown in Saheed Nagar Prime locality. Contact: 9437088100, 9438422033. bbox=[940, 900, 1120, 991]
masthead bbox=[20, 18, 1470, 130]
classified-ad: 2BHK ground floor with long hall 24 hours water supply, new construction one more 3BHK in 2nd floor Ganga Nagar, Bhubaneswar. 9237052333. bbox=[1124, 1180, 1304, 1256]
classified-ad: Free treatment for diabetes, blood pressure, Arthritis, paralysis, backpain, psychiatric and many other nerve related problems. Contact: 9338344490. bbox=[1308, 1771, 1472, 1862]
section-heading: SALE bbox=[90, 950, 128, 966]
classified-ad: 2BR with dining @ 6,500/- at Chakeisiani, BBSR. Contact: 9124526169. bbox=[1308, 502, 1472, 548]
classified-ad: 3BHK apartment 1486 sqft. in Banamali Basera near Patia Railway Station. sqft. 3200/- and over 1000 sqft. 2400 sqft. 3 storied new building Phase-IV -26, price 43 lakhs. 9937101068, 9337339997. bbox=[756, 499, 936, 606]
page-number: ୧୪ bbox=[1310, 18, 1466, 90]
classified-ad: At Pattamundai (near Market) available 7500 sqft. commercial building. Mobile: 09811609606, 9937792222. bbox=[940, 772, 1120, 832]
classified-ad: Brahmin bride 1984/ 5.3/ MBA working at Bhubaneswar. Contact: Quick Marriages Pvt. Ltd. 0674-2380883, 6542775. bbox=[572, 136, 752, 196]
classified-ad: Bhubaneswar International Station ପାଖରେ sqft. 250/-ରେ ପ୍ଲଟ ମିଳିବ । 9668837293. bbox=[572, 1380, 752, 1426]
